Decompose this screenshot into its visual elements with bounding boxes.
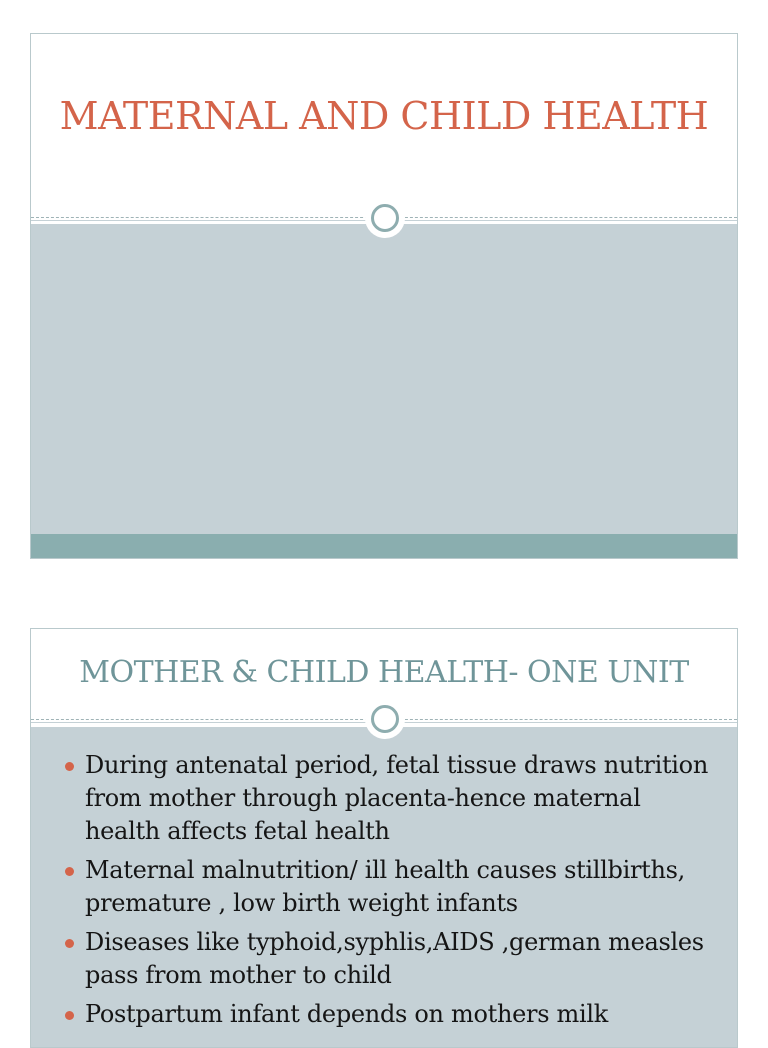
- bullet-dot-icon: [65, 867, 74, 876]
- ring-ornament-icon: [365, 699, 405, 739]
- bullet-dot-icon: [65, 762, 74, 771]
- footer-band: [31, 534, 737, 558]
- ring-ornament-icon: [365, 198, 405, 238]
- title-slide-header: [31, 34, 737, 224]
- bullet-list: [31, 727, 737, 1031]
- title-slide: [30, 33, 738, 559]
- bullet-item: During antenatal period, fetal tissue draws nutrition from mother through placenta-hence maternal health affects fetal health: [85, 749, 717, 848]
- slide-title: MOTHER & CHILD HEALTH- ONE UNIT: [79, 655, 689, 690]
- bullet-dot-icon: [65, 1011, 74, 1020]
- bullet-dot-icon: [65, 939, 74, 948]
- slide-title: MATERNAL AND CHILD HEALTH: [59, 94, 709, 138]
- bullet-item: Maternal malnutrition/ ill health causes stillbirths, premature , low birth weight infants: [85, 854, 717, 920]
- content-slide: [30, 628, 738, 1048]
- bullet-item: Diseases like typhoid,syphlis,AIDS ,german measles pass from mother to child: [85, 926, 717, 992]
- bullet-item: Postpartum infant depends on mothers milk: [85, 998, 717, 1031]
